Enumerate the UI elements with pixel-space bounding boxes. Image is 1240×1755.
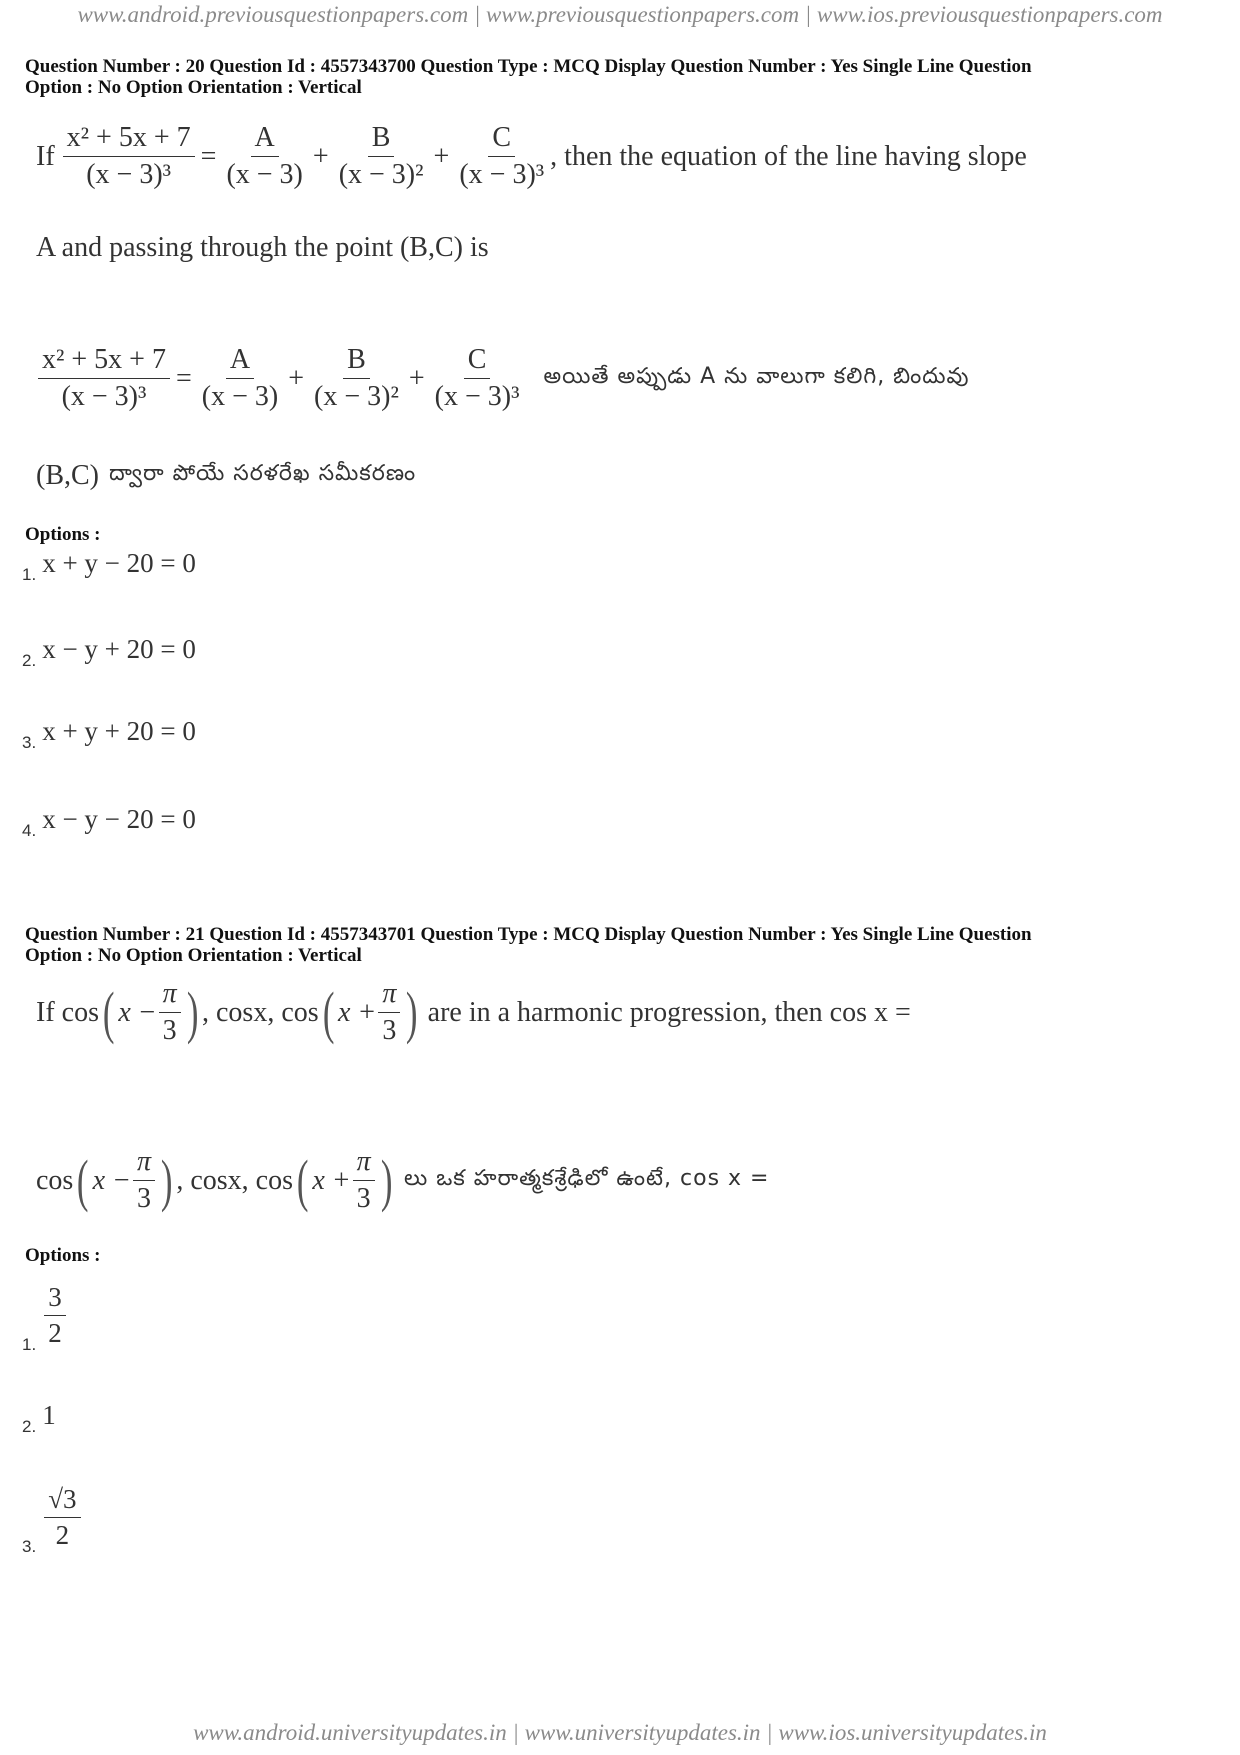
q20-te-b-den: (x − 3)² (314, 381, 399, 412)
question-20-telugu-equation: $\frac{\text{x² + 5x + 7}}{\text{(x − 3)³}}$ = $\frac{A}{(x - 3)}$ + $\frac{B}{\text{(x − 3)²}}$ + $\frac{C}{\text{(x − 3)³}}$ అయితే అప్పుడు A ను వాలుగా కలిగి, బిందువు (36, 344, 969, 413)
q20-te-line2 (36, 460, 416, 492)
q20-a-fraction (222, 122, 306, 191)
q20-lhs-fraction (63, 122, 195, 191)
question-20-meta-line2: Option : No Option Orientation : Vertical (25, 77, 362, 98)
q20-te-a-den: (x − 3) (201, 381, 279, 412)
q20-c-num: C (488, 122, 515, 157)
q21-option-1-den: 2 (44, 1315, 66, 1349)
q21-three-b: 3 (382, 1015, 397, 1046)
q21-option-1-fraction (44, 1282, 66, 1349)
q21-three-a: 3 (162, 1015, 177, 1046)
q21-option-3-fraction (44, 1484, 80, 1551)
q21-arg1-x: x − (118, 996, 157, 1028)
q20-b-den: (x − 3)² (338, 159, 424, 190)
q20-te-b-fraction (310, 344, 403, 413)
q21-en-suffix: are in a harmonic progression, then cos x = (427, 996, 911, 1028)
q21-te-suffix: లు ఒక హరాత్మకశ్రేఢిలో ఉంటే, cos x = (404, 1165, 770, 1191)
q20-en-suffix: , then the equation of the line having slope (550, 140, 1027, 172)
q21-option-3[interactable] (22, 1484, 83, 1556)
q21-option-2-number: 2. (22, 1417, 37, 1436)
question-21-english-equation: If cos ( x − $\frac{\pi}{3}$ ) , cosx, cos ( x + $\frac{\pi}{3}$ ) are in a harmonic progression, then cos x = (36, 978, 911, 1046)
q21-pi-over-3-b (378, 978, 400, 1047)
q20-lhs-num: x² + 5x + 7 (63, 122, 195, 157)
q20-te-lhs-fraction (38, 344, 170, 413)
q20-option-2-number: 2. (22, 651, 37, 670)
q21-te-three-a: 3 (137, 1183, 151, 1214)
q21-option-2-text: 1 (42, 1400, 56, 1430)
q20-c-fraction (455, 122, 548, 191)
q20-option-1[interactable] (22, 548, 196, 584)
q20-option-3-text: x + y + 20 = 0 (42, 716, 196, 746)
q21-pi-a: π (159, 978, 181, 1013)
q21-option-3-number: 3. (22, 1537, 37, 1556)
q21-te-three-b: 3 (356, 1183, 371, 1214)
q20-te-a-fraction (198, 344, 282, 413)
q20-te-b-num: B (343, 344, 370, 379)
q20-te-c-fraction (431, 344, 524, 413)
question-21-telugu-equation: cos ( x − $\frac{\pi}{3}$ ) , cosx, cos ( x + $\frac{\pi}{3}$ ) లు ఒక హరాత్మకశ్రేఢిలో ఉంటే, cos x = (36, 1146, 770, 1214)
q21-option-1-number: 1. (22, 1335, 37, 1354)
q21-option-3-den: 2 (55, 1520, 70, 1550)
q20-te-a-num: A (226, 344, 254, 379)
watermark-bottom: www.android.universityupdates.in | www.universityupdates.in | www.ios.universityupdates.in (193, 1720, 1047, 1745)
question-21-meta-line1: Question Number : 21 Question Id : 4557343701 Question Type : MCQ Display Question Number : Yes Single Line Question (25, 924, 1032, 945)
q20-option-4-number: 4. (22, 821, 37, 840)
q20-te-lhs-num: x² + 5x + 7 (38, 344, 170, 379)
q20-option-2[interactable] (22, 634, 196, 670)
q20-c-den: (x − 3)³ (459, 159, 545, 190)
q21-te-pi-b: π (353, 1146, 375, 1181)
q21-pi-over-3-a (159, 978, 181, 1047)
question-20-meta (25, 56, 1215, 98)
question-20-english-equation: If $\frac{\text{x² + 5x + 7}}{\text{(x − 3)³}}$ = $\frac{A}{(x - 3)}$ + $\frac{B}{\text{(x − 3)²}}$ + $\frac{C}{\text{(x − 3)³}}$ , then the equation of the line having slope (36, 122, 1027, 190)
q20-te-suffix: అయితే అప్పుడు A ను వాలుగా కలిగి, బిందువు (543, 363, 970, 389)
q20-option-3-number: 3. (22, 733, 37, 752)
q21-te-pi-over-3-b (353, 1146, 375, 1215)
q20-te-line2-text: ద్వారా పోయే సరళరేఖ సమీకరణం (109, 461, 417, 486)
q20-option-3[interactable] (22, 716, 196, 752)
q20-b-fraction (335, 122, 428, 191)
q21-te-prefix: cos (36, 1164, 74, 1196)
q21-option-1-num: 3 (48, 1282, 62, 1312)
q20-b-num: B (368, 122, 395, 157)
q20-a-den: (x − 3) (226, 159, 303, 190)
q21-te-pi-a: π (133, 1146, 155, 1181)
watermark-top: www.android.previousquestionpapers.com | www.previousquestionpapers.com | www.ios.previousquestionpapers.com (77, 2, 1163, 27)
q20-option-1-number: 1. (22, 565, 37, 584)
q20-option-4[interactable] (22, 804, 196, 840)
q21-mid: , cosx, cos (202, 996, 319, 1028)
q21-te-arg1-x: x − (92, 1164, 131, 1196)
q20-en-prefix: If (36, 140, 55, 172)
q21-pi-b: π (378, 978, 400, 1013)
q20-option-2-text: x − y + 20 = 0 (42, 634, 196, 664)
q20-option-4-text: x − y − 20 = 0 (42, 804, 196, 834)
q20-te-c-num: C (464, 344, 491, 379)
q20-options-label: Options : (25, 524, 101, 545)
q20-te-c-den: (x − 3)³ (434, 381, 520, 412)
q20-te-line2-point: (B,C) (36, 460, 99, 491)
q21-options-label: Options : (25, 1245, 101, 1266)
q20-option-1-text: x + y − 20 = 0 (42, 548, 196, 578)
q21-te-mid: , cosx, cos (176, 1164, 293, 1196)
q21-en-prefix: If cos (36, 996, 99, 1028)
q21-option-3-num: √3 (44, 1484, 80, 1518)
question-21-meta-line2: Option : No Option Orientation : Vertical (25, 945, 362, 966)
q21-te-arg2-x: x + (312, 1164, 351, 1196)
q21-option-2[interactable] (22, 1400, 56, 1436)
q20-lhs-den: (x − 3)³ (86, 159, 172, 190)
q20-te-lhs-den: (x − 3)³ (61, 381, 147, 412)
q20-en-line2: A and passing through the point (B,C) is (36, 232, 489, 263)
q21-option-1[interactable] (22, 1282, 68, 1354)
q20-a-num: A (251, 122, 279, 157)
question-21-meta (25, 924, 1215, 966)
q21-te-pi-over-3-a (133, 1146, 155, 1215)
question-20-meta-line1: Question Number : 20 Question Id : 4557343700 Question Type : MCQ Display Question Number : Yes Single Line Question (25, 56, 1032, 77)
q21-arg2-x: x + (337, 996, 377, 1028)
